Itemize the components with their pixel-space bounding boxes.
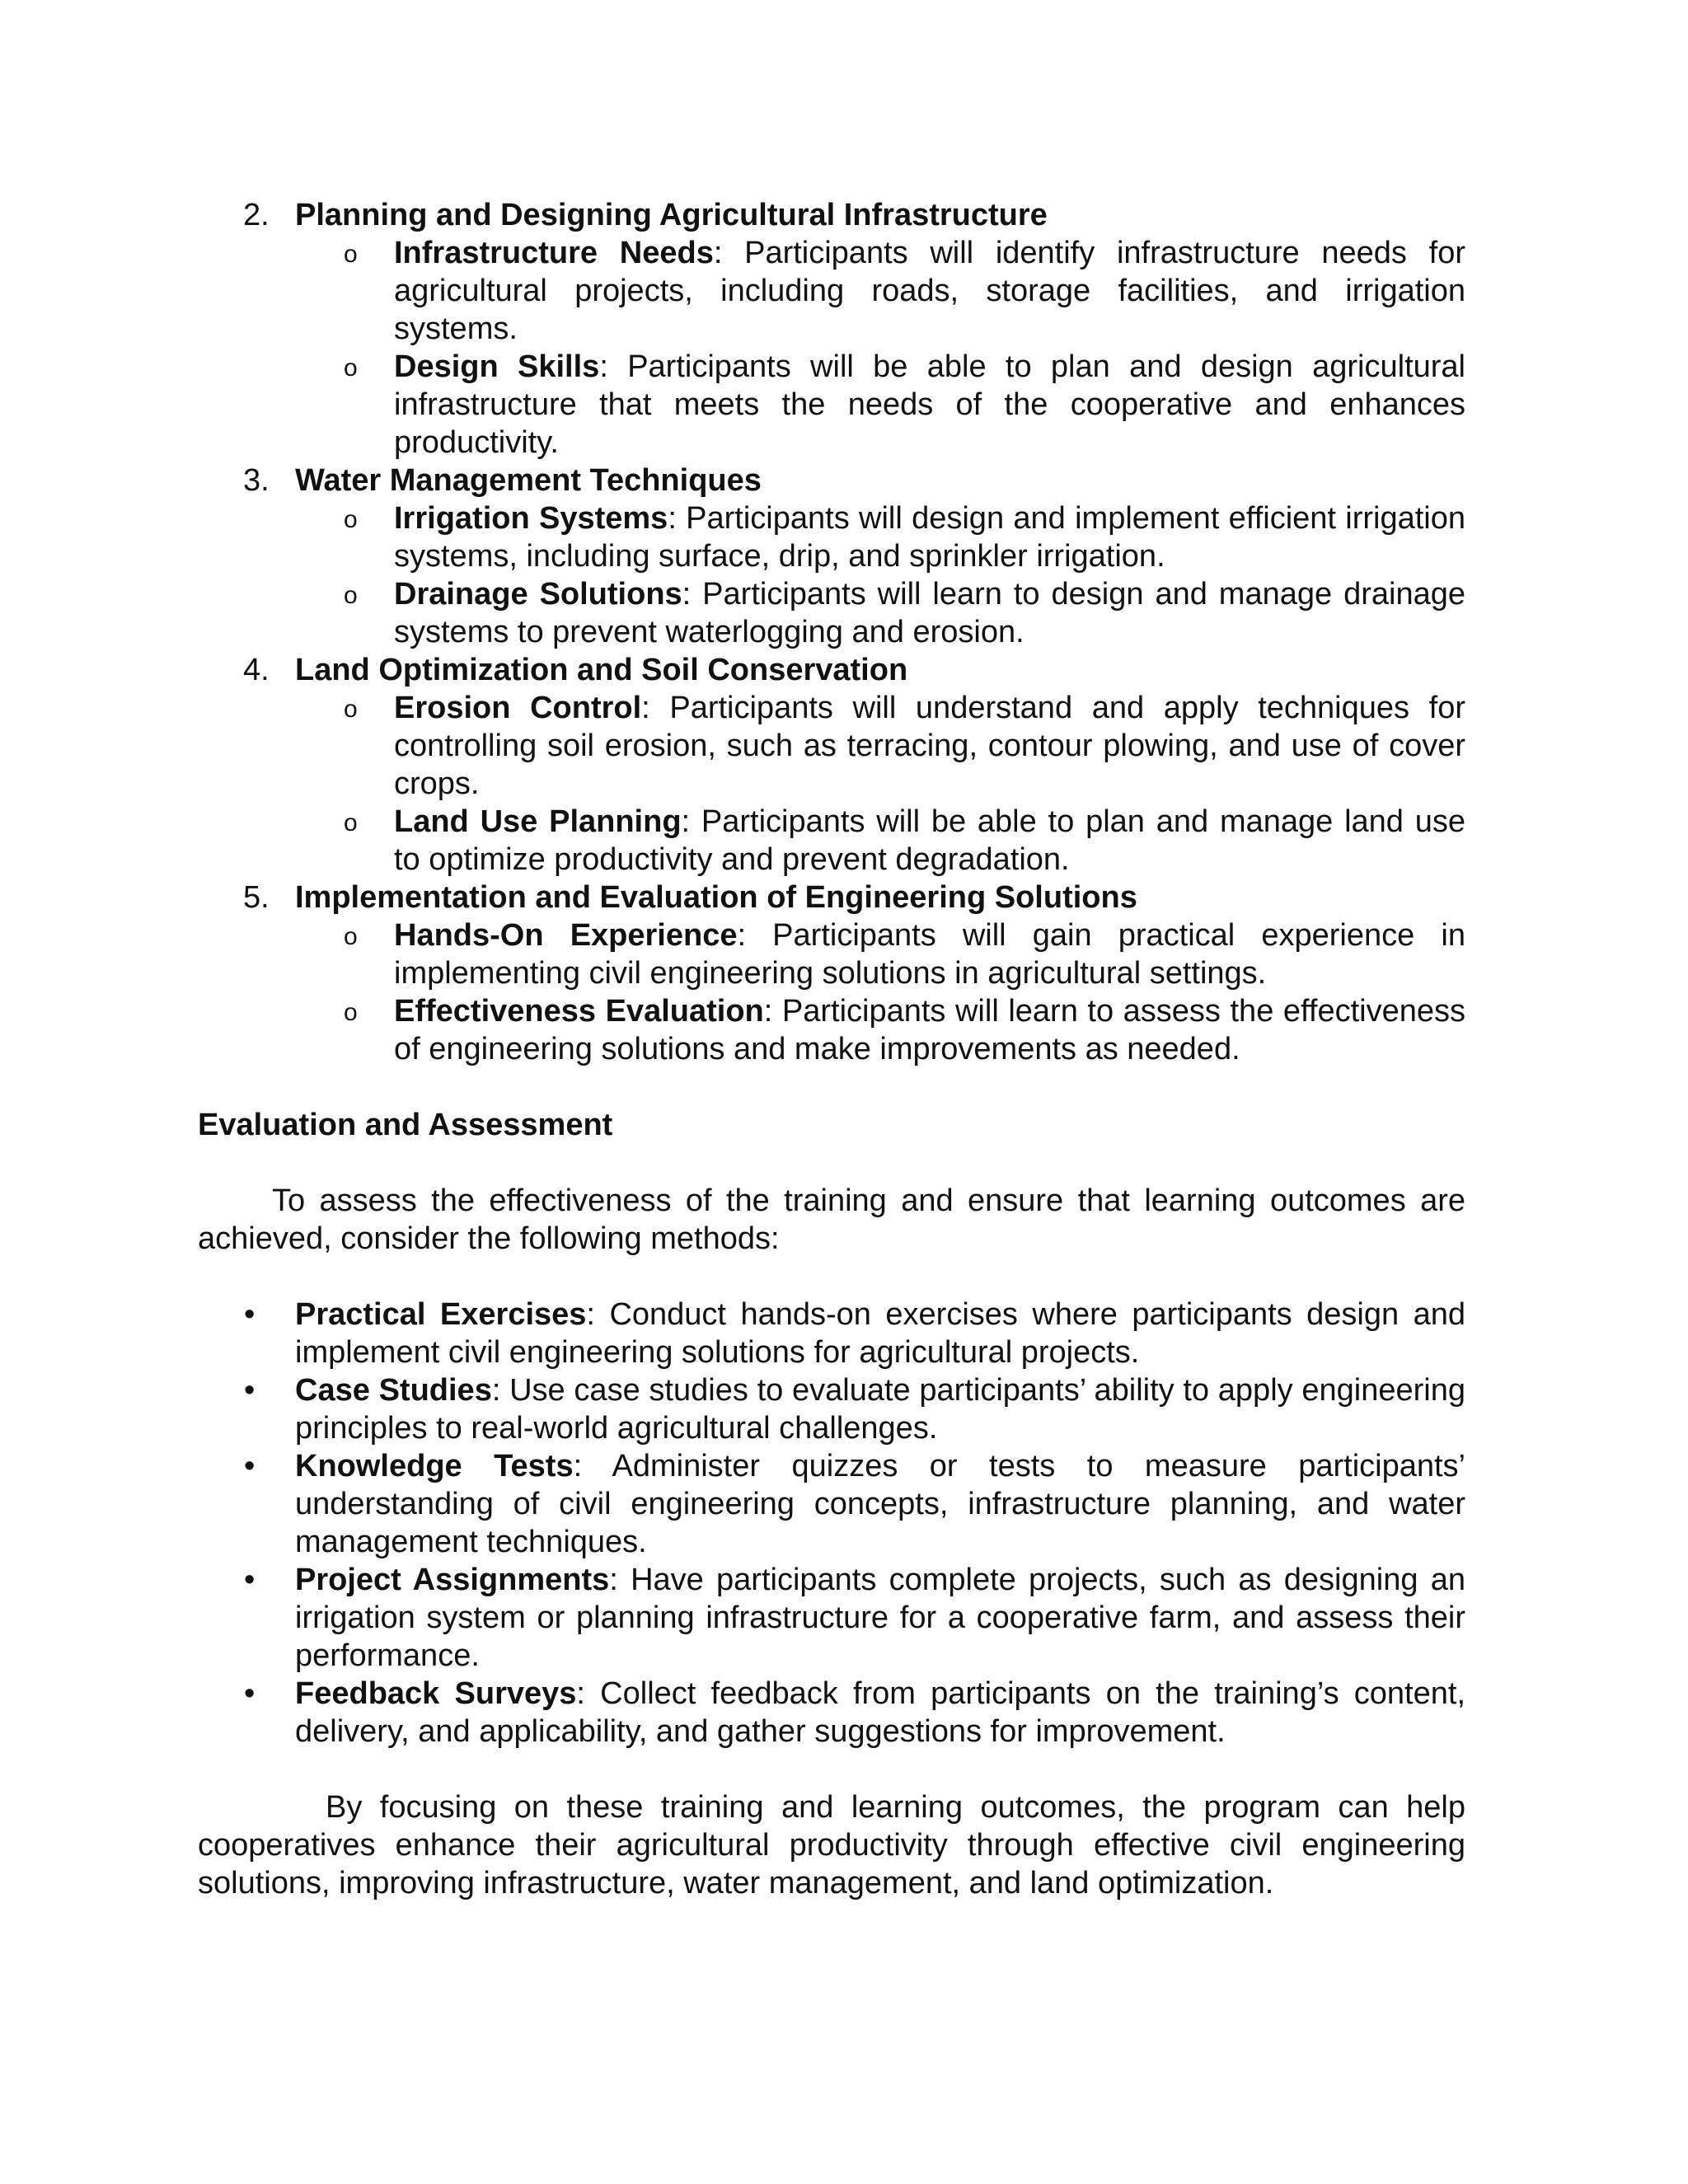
sub-item [198, 992, 1465, 1068]
list-item-text: : Use case studies to evaluate participants’ ability to apply engineering principles to real-world agricultural challenges. [295, 1373, 1465, 1446]
sub-item-term: Hands-On Experience [394, 918, 738, 953]
item-number: 4. [243, 653, 270, 687]
list-item-text: : Administer quizzes or tests to measure participants’ understanding of civil engineering concepts, infrastructure planning, and water management techniques. [295, 1449, 1465, 1559]
item-heading: Land Optimization and Soil Conservation [295, 653, 908, 687]
sub-item-term: Drainage Solutions [394, 577, 682, 612]
sub-item-text: : Participants will learn to design and manage drainage systems to prevent waterlogging and erosion. [394, 577, 1465, 649]
circle-bullet-icon: o [344, 696, 358, 723]
section-title: Evaluation and Assessment [198, 1108, 613, 1142]
closing-paragraph: By focusing on these training and learning outcomes, the program can help cooperatives enhance their agricultural productivity through effective civil engineering solutions, improving infrastructure, water management, and land optimization. [198, 1790, 1465, 1900]
sub-item-term: Infrastructure Needs [394, 236, 714, 270]
outline-item-5 [198, 879, 1465, 916]
bullet-icon: • [244, 1449, 256, 1483]
list-item-term: Feedback Surveys [295, 1676, 577, 1711]
list-item [198, 1447, 1465, 1561]
list-item-term: Case Studies [295, 1373, 492, 1408]
sub-item [198, 916, 1465, 992]
bullet-icon: • [244, 1676, 256, 1711]
sub-item [198, 803, 1465, 879]
list-item [198, 1675, 1465, 1750]
sub-item [198, 689, 1465, 803]
sub-item [198, 575, 1465, 651]
sub-item-term: Design Skills [394, 349, 600, 384]
bullet-icon: • [244, 1297, 256, 1332]
list-item-text: : Have participants complete projects, such as designing an irrigation system or planning infrastructure for a cooperative farm, and assess their performance. [295, 1563, 1465, 1673]
sub-item [198, 348, 1465, 462]
list-item-term: Practical Exercises [295, 1297, 587, 1332]
sub-item-text: : Participants will gain practical experience in implementing civil engineering solutions in agricultural settings. [394, 918, 1465, 991]
sub-item-term: Irrigation Systems [394, 501, 668, 536]
circle-bullet-icon: o [344, 582, 358, 609]
sub-item-text: : Participants will understand and apply techniques for controlling soil erosion, such as terracing, contour plowing, and use of cover crops. [394, 691, 1465, 801]
circle-bullet-icon: o [344, 506, 358, 533]
circle-bullet-icon: o [344, 999, 358, 1026]
outline-item-3 [198, 462, 1465, 499]
sub-item-text: : Participants will identify infrastructure needs for agricultural projects, including roads, storage facilities, and irrigation systems. [394, 236, 1465, 346]
bullet-icon: • [244, 1563, 256, 1597]
learning-outcomes-list [198, 196, 1465, 1068]
document-page [198, 196, 1465, 1902]
circle-bullet-icon: o [344, 923, 358, 950]
list-item-term: Project Assignments [295, 1563, 610, 1597]
item-number: 3. [243, 463, 270, 498]
circle-bullet-icon: o [344, 354, 358, 382]
assessment-methods-list [198, 1296, 1465, 1750]
list-item-text: : Conduct hands-on exercises where participants design and implement civil engineering solutions for agricultural projects. [295, 1297, 1465, 1370]
sub-item-text: : Participants will learn to assess the effectiveness of engineering solutions and make improvements as needed. [394, 994, 1465, 1066]
item-number: 5. [243, 880, 270, 915]
sub-item-term: Effectiveness Evaluation [394, 994, 764, 1029]
sub-item-text: : Participants will design and implement efficient irrigation systems, including surface, drip, and sprinkler irrigation. [394, 501, 1465, 574]
circle-bullet-icon: o [344, 241, 358, 268]
bullet-icon: • [244, 1373, 256, 1408]
circle-bullet-icon: o [344, 809, 358, 837]
item-number: 2. [243, 198, 270, 232]
sub-item-text: : Participants will be able to plan and design agricultural infrastructure that meets the needs of the cooperative and enhances productivity. [394, 349, 1465, 460]
outline-item-2 [198, 196, 1465, 234]
list-item-text: : Collect feedback from participants on the training’s content, delivery, and applicability, and gather suggestions for improvement. [295, 1676, 1465, 1749]
sub-item-term: Erosion Control [394, 691, 642, 725]
outline-item-4 [198, 651, 1465, 689]
sub-item-term: Land Use Planning [394, 804, 682, 839]
intro-paragraph: To assess the effectiveness of the training and ensure that learning outcomes are achieved, consider the following methods: [198, 1183, 1465, 1256]
sub-item [198, 499, 1465, 575]
item-heading: Implementation and Evaluation of Engineering Solutions [295, 880, 1137, 915]
list-item-term: Knowledge Tests [295, 1449, 574, 1483]
item-heading: Planning and Designing Agricultural Infrastructure [295, 198, 1048, 232]
list-item [198, 1371, 1465, 1447]
sub-item [198, 234, 1465, 348]
list-item [198, 1296, 1465, 1371]
item-heading: Water Management Techniques [295, 463, 762, 498]
list-item [198, 1561, 1465, 1675]
sub-item-text: : Participants will be able to plan and manage land use to optimize productivity and prevent degradation. [394, 804, 1465, 877]
